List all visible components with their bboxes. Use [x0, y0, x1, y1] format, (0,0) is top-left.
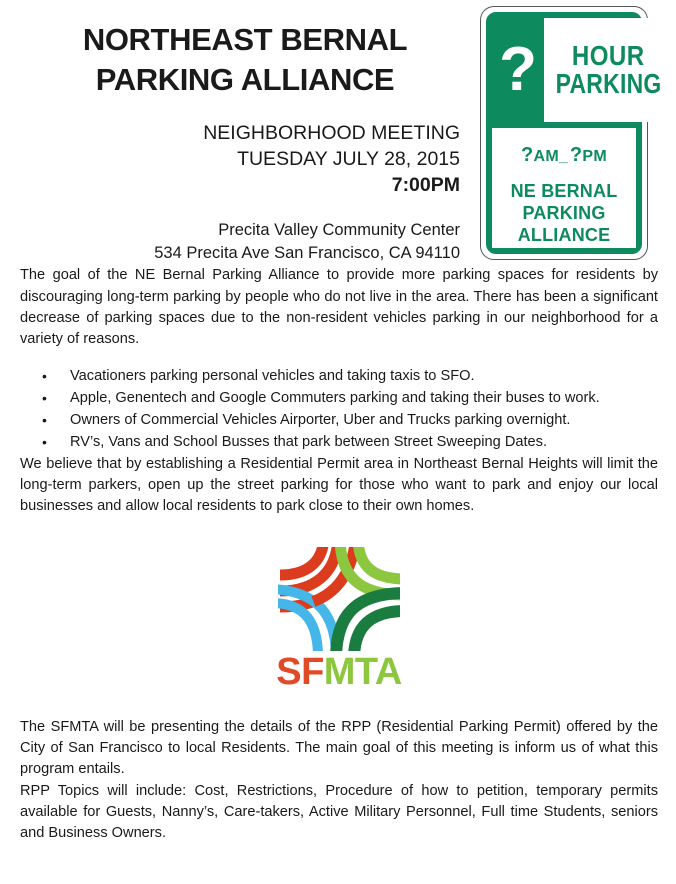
wordmark-mta: MTA [323, 651, 402, 694]
footer-paragraphs [20, 717, 658, 844]
sign-top-section [492, 18, 662, 122]
paragraph-sfmta: The SFMTA will be presenting the details of the RPP (Residential Parking Permit) offered by the City of San Francisco to local Residents. The main goal of this meeting is inform us of what this program entails. [20, 719, 658, 778]
sign-name-line-2: PARKING [522, 202, 606, 223]
wordmark-sf: SF [276, 651, 324, 694]
sfmta-weave-icon [278, 547, 400, 651]
sign-hours-range [521, 144, 607, 167]
header-text-column [0, 0, 480, 265]
meeting-details [0, 121, 480, 198]
venue-name: Precita Valley Community Center [218, 220, 460, 239]
sign-hour-parking-text [544, 18, 673, 122]
sign-bottom-section [492, 128, 636, 248]
sign-alliance-name [511, 181, 618, 247]
org-title-line-1: NORTHEAST BERNAL [82, 22, 408, 57]
paragraph-goal: The goal of the NE Bernal Parking Alliance to provide more parking spaces for residents by discouraging long-term parking by people who do not live in the area. There has been a significant decrease of parking spaces due to the non-resident vehicles parking in our neighborhood for a variety of reasons. [20, 267, 658, 347]
reasons-list [20, 366, 658, 454]
list-item: • Apple, Genentech and Google Commuters parking and taking their buses to work. [20, 388, 658, 410]
list-item: • RV’s, Vans and School Busses that park between Street Sweeping Dates. [20, 432, 658, 454]
sign-inner-frame [486, 12, 662, 254]
document-body [0, 265, 676, 844]
sfmta-logo [20, 547, 658, 694]
sign-name-line-3: ALLIANCE [517, 224, 611, 245]
list-item: • Vacationers parking personal vehicles and taking taxis to SFO. [20, 366, 658, 388]
list-item: • Owners of Commercial Vehicles Airporter, Uber and Trucks parking overnight. [20, 410, 658, 432]
document-header [0, 0, 676, 265]
sfmta-wordmark [276, 651, 402, 694]
sign-hours-am: AM [533, 148, 559, 165]
meeting-label: NEIGHBORHOOD MEETING [203, 122, 460, 145]
sign-hours-dash: _ [558, 148, 570, 165]
question-mark-icon: ? [499, 35, 537, 105]
sign-hour-label: HOUR [572, 40, 645, 71]
paragraph-topics: RPP Topics will include: Cost, Restrictions, Procedure of how to petition, temporary permits available for Guests, Nanny’s, Care-takers, Active Military Personnel, Full time Students, seniors and Business Owners. [20, 782, 658, 841]
page-title [0, 20, 480, 99]
org-title-line-2: PARKING ALLIANCE [95, 61, 395, 97]
sign-name-line-1: NE BERNAL [510, 181, 618, 201]
paragraph-believe: We believe that by establishing a Residential Permit area in Northeast Bernal Heights will limit the long-term parkers, open up the street parking for those who want to park and enjoy our local businesses and allow local residents to park close to their own homes. [20, 455, 658, 514]
venue-address: 534 Precita Ave San Francisco, CA 94110 [154, 243, 460, 262]
sign-parking-label: PARKING [555, 68, 662, 99]
venue-details [0, 219, 480, 266]
sign-hours-q1: ? [520, 144, 534, 166]
meeting-date: TUESDAY JULY 28, 2015 [237, 148, 460, 171]
sign-hours-q2: ? [569, 144, 583, 166]
sign-question-block [492, 18, 544, 122]
parking-sign-illustration [480, 0, 676, 260]
sign-hours-pm: PM [582, 148, 608, 165]
meeting-time: 7:00PM [391, 173, 460, 196]
sign-outer-frame [480, 6, 662, 260]
